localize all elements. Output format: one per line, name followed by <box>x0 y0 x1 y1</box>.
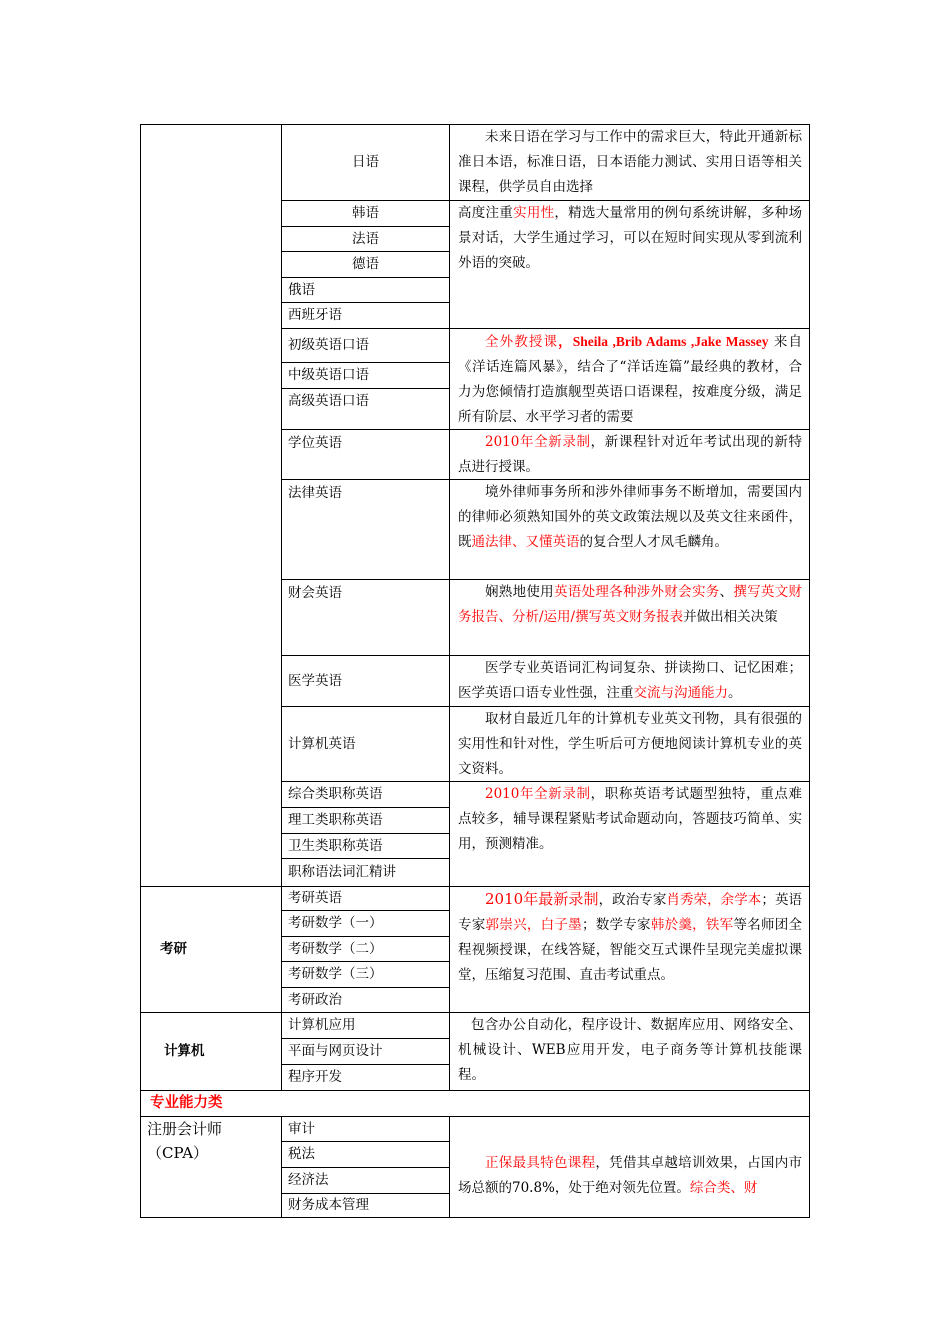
course-label: 德语 <box>352 256 379 272</box>
course-label: 考研政治 <box>288 991 342 1008</box>
course-yufa <box>281 858 450 887</box>
course-shenji <box>281 1116 450 1142</box>
desc-text: ；英语专家 <box>458 892 803 933</box>
course-eyu <box>281 277 450 303</box>
course-label: 理工类职称英语 <box>288 812 383 828</box>
desc-cpa <box>449 1116 810 1218</box>
desc-highlight: ， <box>558 334 573 350</box>
course-label: 日语 <box>352 154 379 170</box>
desc-text: 医学专业英语词汇构词复杂、拼读拗口、记忆困难；医学英语口语专业性强，注重 <box>458 660 802 701</box>
desc-highlight: 实用性 <box>513 205 555 221</box>
course-shuifa <box>281 1141 450 1168</box>
desc-expert-names: 郭崇兴，白子墨 <box>485 917 582 933</box>
desc-text: 等名师团全程视频授课，在线答疑，智能交互式课件呈现完美虚拟课堂，压缩复习范围、直击考试重点。 <box>458 917 803 983</box>
category-label-computer: 计算机 <box>164 1043 205 1059</box>
course-kaoyan-shuxue-2 <box>281 936 450 962</box>
course-caiwu <box>281 1193 450 1218</box>
course-jisuanji-yingyu <box>281 706 450 782</box>
desc-highlight: 2010年最新录制 <box>485 890 599 908</box>
course-chuji <box>281 328 450 363</box>
course-pingmian <box>281 1038 450 1065</box>
course-zonghe <box>281 781 450 808</box>
desc-highlight: 2010年全新录制 <box>485 434 591 450</box>
category-cell-computer <box>140 1012 282 1091</box>
course-label: 平面与网页设计 <box>288 1043 383 1059</box>
desc-xiaoyuzhong <box>449 200 810 329</box>
desc-text: ；数学专家 <box>581 917 651 933</box>
desc-falv <box>449 479 810 580</box>
desc-highlight: 2010年全新录制 <box>485 786 591 802</box>
desc-text: ，职称英语考试题型独特，重点难点较多，辅导课程紧贴考试命题动向，答题技巧简单、实用，预测精准。 <box>458 786 803 852</box>
desc-yixue <box>449 655 810 707</box>
desc-text: 。 <box>728 685 742 701</box>
course-label: 俄语 <box>288 281 315 298</box>
desc-highlight: 通法律、又懂英语 <box>471 534 580 550</box>
course-falv <box>281 479 450 580</box>
category-cell-kaoyan <box>140 886 282 1013</box>
course-yixue <box>281 655 450 707</box>
desc-highlight: 正保最具特色课程 <box>485 1155 596 1171</box>
course-xibanya <box>281 302 450 329</box>
course-label: 医学英语 <box>288 672 342 689</box>
course-zhongji <box>281 362 450 389</box>
course-kaoyan-yingyu <box>281 886 450 911</box>
course-chengxu <box>281 1064 450 1091</box>
desc-text: ，新课程针对近年考试出现的新特点进行授课。 <box>458 434 803 475</box>
course-label: 综合类职称英语 <box>288 786 383 802</box>
course-label: 考研数学（三） <box>288 966 383 982</box>
course-label: 韩语 <box>352 205 379 221</box>
course-kaoyan-zhengzhi <box>281 987 450 1013</box>
course-label: 税法 <box>288 1146 315 1162</box>
course-deyu <box>281 251 450 278</box>
course-label: 考研英语 <box>288 890 342 906</box>
desc-caikuai <box>449 579 810 656</box>
course-label: 程序开发 <box>288 1069 342 1085</box>
course-hanyu <box>281 200 450 227</box>
course-weisheng <box>281 833 450 859</box>
course-label: 西班牙语 <box>288 307 342 323</box>
desc-text: 未来日语在学习与工作中的需求巨大，特此开通新标准日本语，标准日语，日本语能力测试、实用日语等相关课程，供学员自由选择 <box>458 129 802 195</box>
desc-text: 取材自最近几年的计算机专业英文刊物，具有很强的实用性和针对性，学生听后可方便地阅读计算机专业的英文资料。 <box>458 711 802 777</box>
desc-highlight: 综合类、财 <box>689 1180 758 1196</box>
desc-teacher-names: Sheila ,Brib Adams ,Jake Massey <box>572 334 769 349</box>
course-jisuanji-yingyong <box>281 1012 450 1039</box>
course-kaoyan-shuxue-3 <box>281 961 450 988</box>
course-label: 审计 <box>288 1120 315 1137</box>
category-label-cpa-line2: （CPA） <box>147 1144 209 1162</box>
course-caikuai <box>281 579 450 656</box>
section-header-row <box>140 1090 810 1117</box>
desc-text: 的复合型人才凤毛麟角。 <box>579 534 728 550</box>
desc-highlight: 英语处理各种涉外财会实务 <box>553 584 720 600</box>
desc-text: ，政治专家 <box>598 892 667 908</box>
desc-xuewei <box>449 429 810 480</box>
course-label: 考研数学（一） <box>288 915 383 931</box>
course-label: 财务成本管理 <box>288 1197 369 1213</box>
course-label: 法语 <box>352 230 379 247</box>
desc-text: 包含办公自动化，程序设计、数据库应用、网络安全、机械设计、WEB应用开发，电子商务等计算机技能课程。 <box>458 1017 802 1083</box>
desc-highlight: 撰写英文财务报告、分析/运用/撰写英文财务报表 <box>458 584 803 625</box>
desc-expert-names: 韩於羹，铁军 <box>650 917 734 933</box>
desc-jisuanji-yingyu <box>449 706 810 782</box>
category-cell-cpa <box>140 1116 282 1218</box>
course-label: 学位英语 <box>288 435 342 451</box>
course-jingjifa <box>281 1167 450 1194</box>
course-label: 考研数学（二） <box>288 940 383 957</box>
section-header-title: 专业能力类 <box>150 1095 223 1111</box>
course-kaoyan-shuxue-1 <box>281 910 450 937</box>
desc-text: 境外律师事务所和涉外律师事务不断增加，需要国内的律师必须熟知国外的英文政策法规以及英文往来函件，既 <box>458 484 802 550</box>
desc-riyu <box>449 124 810 201</box>
desc-text: 高度注重 <box>458 205 514 221</box>
course-label: 法律英语 <box>288 485 342 501</box>
desc-highlight: 交流与沟通能力 <box>633 685 728 701</box>
course-label: 职称语法词汇精讲 <box>288 864 396 880</box>
course-ligong <box>281 807 450 834</box>
desc-expert-names: 肖秀荣，余学本 <box>666 892 762 908</box>
course-riyu <box>281 124 450 201</box>
course-label: 中级英语口语 <box>288 367 369 383</box>
desc-kouyu <box>449 328 810 430</box>
course-xuewei <box>281 429 450 480</box>
category-label-cpa-line1: 注册会计师 <box>147 1120 223 1138</box>
desc-highlight: 全外教授课 <box>485 334 559 350</box>
desc-text: 来自《洋话连篇风暴》，结合了“洋话连篇”最经典的教材，合力为您倾情打造旗舰型英语口语课程，按难度分级，满足所有阶层、水平学习者的需要 <box>458 334 802 425</box>
desc-jisuanji <box>449 1012 810 1091</box>
category-cell-language <box>140 124 282 887</box>
course-fayu <box>281 226 450 252</box>
category-label-kaoyan: 考研 <box>160 941 187 957</box>
desc-text: 、 <box>719 584 734 600</box>
desc-cpa-paragraph <box>450 1151 809 1201</box>
desc-text: ，精选大量常用的例句系统讲解，多种场景对话，大学生通过学习，可以在短时间实现从零到流利外语的突破。 <box>458 205 803 271</box>
desc-text: 并做出相关决策 <box>683 609 778 625</box>
desc-zhicheng <box>449 781 810 887</box>
course-label: 初级英语口语 <box>288 337 369 353</box>
course-label: 高级英语口语 <box>288 393 369 409</box>
course-label: 经济法 <box>288 1172 329 1188</box>
course-label: 卫生类职称英语 <box>288 837 383 854</box>
desc-text: ，凭借其卓越培训效果，占国内市场总额的70.8%，处于绝对领先位置。 <box>458 1155 803 1196</box>
desc-text: 娴熟地使用 <box>485 584 554 600</box>
course-label: 计算机应用 <box>288 1017 356 1033</box>
course-label: 财会英语 <box>288 585 342 601</box>
course-label: 计算机英语 <box>288 735 356 752</box>
course-gaoji <box>281 388 450 430</box>
desc-kaoyan <box>449 886 810 1013</box>
